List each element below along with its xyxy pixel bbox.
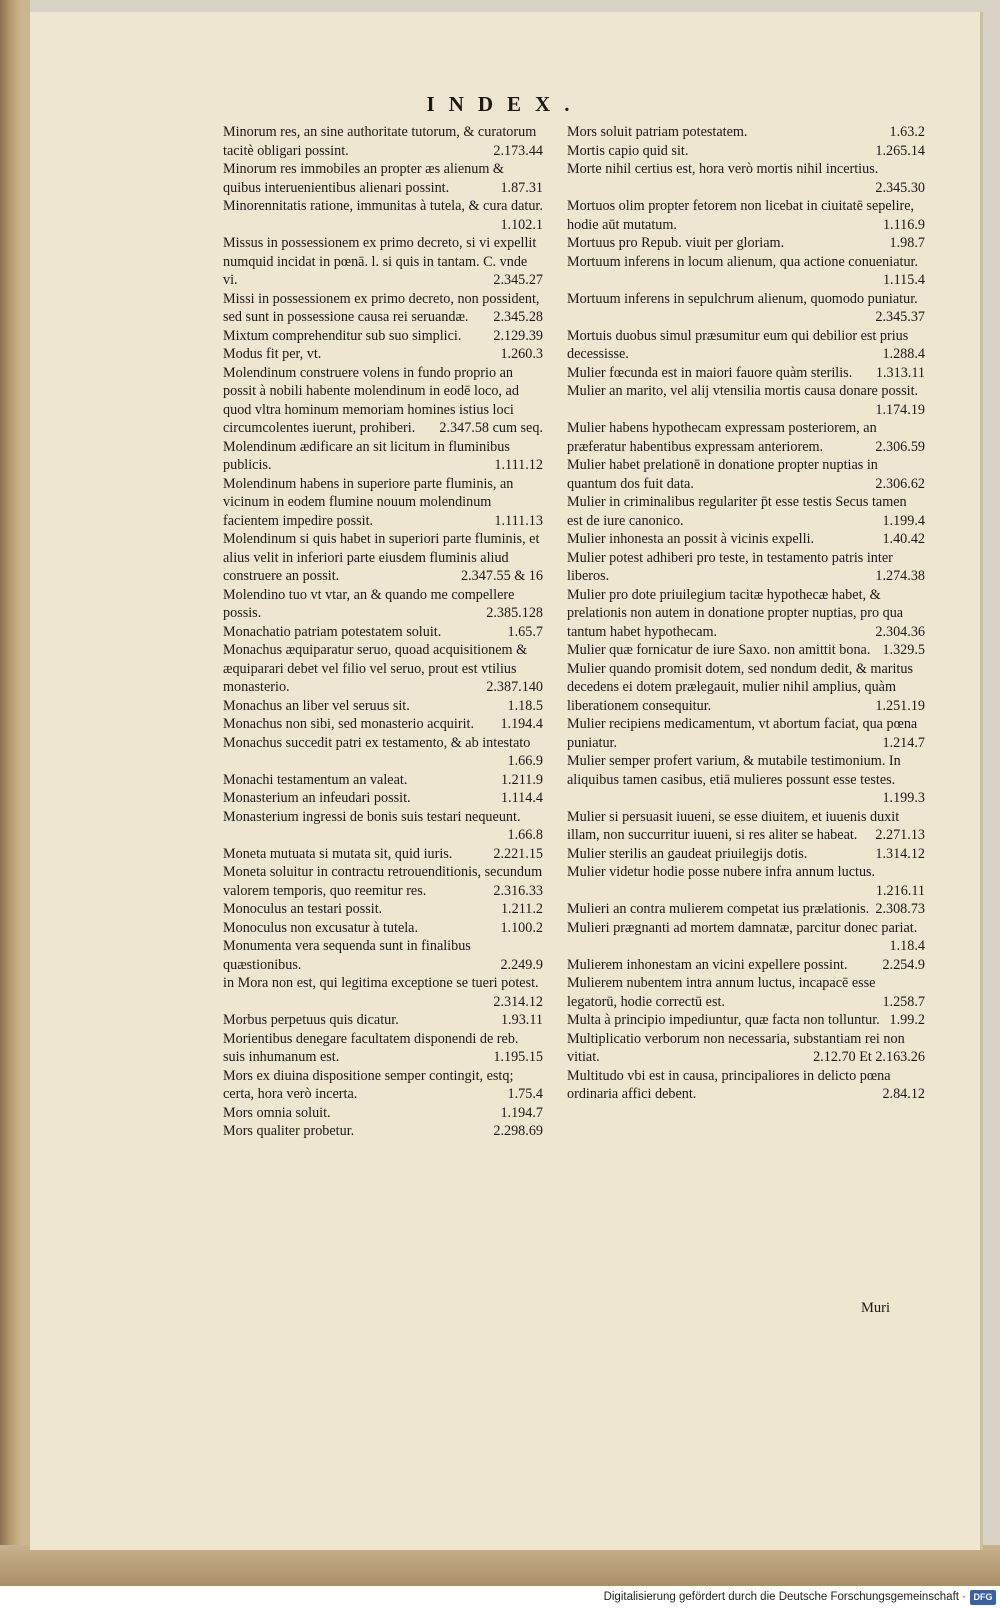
index-entry [567, 900, 925, 919]
index-entry-text: Mulier quæ fornicatur de iure Saxo. non amittit bona. [567, 642, 871, 658]
index-entry-text: Mulier habens hypothecam expressam posteriorem, an præferatur habentibus expressam anteriorem. [567, 420, 877, 455]
index-entry-reference: 1.93.11 [500, 1012, 543, 1028]
index-entry [567, 253, 925, 290]
index-entry-text: Modus fit per, vt. [223, 346, 322, 362]
index-entry-text: Monachus non sibi, sed monasterio acquirit. [223, 716, 474, 732]
footer-credit-text: Digitalisierung gefördert durch die Deutsche Forschungsgemeinschaft · [603, 1591, 966, 1603]
index-entry [223, 900, 543, 919]
index-entry [223, 863, 543, 900]
index-entry [567, 142, 925, 161]
index-entry-reference: 2.173.44 [493, 142, 543, 159]
index-entry-reference: 1.251.19 [875, 697, 925, 714]
index-entry [223, 641, 543, 697]
index-entry-text: Mulier an marito, vel alij vtensilia mortis causa donare possit. [567, 383, 919, 399]
index-entry [223, 734, 543, 771]
index-entry [223, 697, 543, 716]
index-entry-reference: 2.12.70 Et 2.163.26 [813, 1049, 925, 1065]
index-entry-reference: 1.18.5 [507, 697, 543, 714]
index-entry [223, 919, 543, 938]
index-entry-reference: 1.194.7 [500, 1104, 543, 1121]
index-entry [567, 586, 925, 642]
index-entry-text: Monasterium an infeudari possit. [223, 790, 411, 806]
index-entry-text: Monachus æquiparatur seruo, quoad acquisitionem & æquiparari debet vel filio vel seruo, prout est vtilius monasterio. [223, 642, 528, 695]
index-entry-reference: 1.194.4 [500, 716, 543, 732]
index-entry-text: Monachi testamentum an valeat. [223, 771, 408, 788]
index-entry-text: Mulier quando promisit dotem, sed nondum dedit, & maritus decedens ei dotem prælegauit, mulier nihil amplius, quàm liberationem consequitur. [567, 660, 913, 714]
index-entry-reference: 2.316.33 [493, 882, 543, 899]
index-entry-reference: 2.221.15 [493, 845, 543, 862]
dfg-logo: DFG [970, 1590, 996, 1605]
index-entry [567, 382, 925, 419]
index-entry-text: Morientibus denegare facultatem disponendi de reb. suis inhumanum est. [223, 1030, 519, 1065]
index-entry-reference: 1.66.9 [507, 753, 543, 769]
index-entry-reference: 1.100.2 [500, 919, 543, 936]
index-entry [567, 197, 925, 234]
index-entry [567, 919, 925, 956]
index-entry-reference: 2.345.27 [493, 272, 543, 288]
index-entry [567, 364, 925, 383]
index-entry-text: Monumenta vera sequenda sunt in finalibus quæstionibus. [223, 938, 471, 973]
index-entry-text: Mixtum comprehenditur sub suo simplici. [223, 327, 462, 344]
index-entry [567, 845, 925, 864]
catchword: Muri [861, 1300, 890, 1316]
index-entry-text: Mulier in criminalibus regulariter p̄t esse testis Secus tamen est de iure canonico. [567, 494, 907, 529]
index-entry-text: Molendinum ædificare an sit licitum in fluminibus publicis. [223, 438, 510, 473]
index-entry-reference: 1.111.12 [494, 457, 543, 473]
index-entry [567, 1067, 925, 1104]
page-header-title: INDEX. [426, 92, 584, 116]
index-entry-text: Molendinum si quis habet in superiori parte fluminis, et alius velit in inferiori parte eiusdem fluminis aliud construere an possit. [223, 531, 540, 584]
index-entry [567, 863, 925, 900]
index-entry [223, 1067, 543, 1104]
index-entry-text: Mulier fœcunda est in maiori fauore quàm sterilis. [567, 364, 853, 381]
index-entry-text: Moneta soluitur in contractu retrouenditionis, secundum valorem temporis, quo reemitur res. [223, 864, 543, 899]
index-entry-reference: 1.211.2 [500, 901, 543, 917]
index-entry [223, 808, 543, 845]
index-entry-text: Monachatio patriam potestatem soluit. [223, 623, 442, 640]
index-entry-reference: 2.249.9 [500, 956, 543, 973]
index-entry [223, 234, 543, 290]
index-entry [223, 364, 543, 438]
index-entry [223, 1104, 543, 1123]
index-entry-reference: 1.115.4 [882, 272, 925, 288]
index-entry-text: Monasterium ingressi de bonis suis testari nequeunt. [223, 808, 521, 825]
index-entry-reference: 1.116.9 [882, 216, 925, 233]
index-entry-text: Mulier sterilis an gaudeat priuilegijs dotis. [567, 845, 808, 862]
index-entry-text: Monachus an liber vel seruus sit. [223, 697, 410, 714]
index-entry-text: Missus in possessionem ex primo decreto, si vi expellit numquid incidat in pœnā. l. si quis in tantam. C. vnde vi. [223, 235, 537, 288]
book-bottom-edge [0, 1545, 1000, 1586]
index-entry-reference: 1.211.9 [500, 771, 543, 788]
index-entry-text: Mulier semper profert varium, & mutabile testimonium. In aliquibus tamen casibus, etiā mulieres possunt esse testes. [567, 753, 901, 788]
index-entry-reference: 2.304.36 [875, 623, 925, 640]
book-fore-edge [0, 0, 30, 1586]
index-entry-reference: 2.254.9 [882, 956, 925, 973]
book-page [30, 12, 983, 1550]
index-entry [223, 1122, 543, 1141]
index-entry-text: Mors qualiter probetur. [223, 1123, 355, 1139]
index-entry [567, 1030, 925, 1067]
index-entry [223, 197, 543, 234]
index-entry-reference: 2.345.37 [875, 309, 925, 325]
index-entry-reference: 1.274.38 [875, 568, 925, 584]
index-entry-text: Mulier inhonesta an possit à vicinis expelli. [567, 531, 815, 547]
index-entry [223, 327, 543, 346]
index-entry-text: Moneta mutuata si mutata sit, quid iuris. [223, 845, 453, 862]
index-entry-text: Mortis capio quid sit. [567, 142, 689, 159]
index-entry [567, 808, 925, 845]
index-entry [223, 974, 543, 1011]
index-entry [567, 493, 925, 530]
index-entry [223, 715, 543, 734]
footer-bar [0, 1586, 1000, 1610]
index-entry-reference: 1.314.12 [875, 845, 925, 862]
index-entry-reference: 2.306.59 [875, 438, 925, 455]
index-entry-text: Minorennitatis ratione, immunitas à tutela, & cura datur. [223, 198, 543, 214]
index-entry-text: Morbus perpetuus quis dicatur. [223, 1012, 399, 1028]
index-entry-reference: 2.385.128 [486, 605, 543, 621]
index-entry-text: Monachus succedit patri ex testamento, & ab intestato [223, 734, 531, 751]
index-entry-reference: 1.199.3 [882, 790, 925, 806]
index-entry [567, 123, 925, 142]
index-entry-reference: 1.214.7 [882, 734, 925, 751]
index-entry-reference: 2.345.30 [875, 179, 925, 196]
index-entry [223, 345, 543, 364]
index-entry [223, 771, 543, 790]
index-entry [567, 327, 925, 364]
index-entry-text: Morte nihil certius est, hora verò mortis nihil incertius. [567, 161, 879, 177]
index-column-left [223, 123, 543, 1141]
index-entry [567, 290, 925, 327]
index-entry-reference: 1.313.11 [875, 364, 925, 381]
index-entry [223, 290, 543, 327]
index-entry [567, 641, 925, 660]
index-entry-text: Monoculus non excusatur à tutela. [223, 919, 419, 936]
index-entry-reference: 1.40.42 [882, 531, 925, 547]
index-entry-reference: 1.102.1 [500, 216, 543, 233]
index-entry-text: Mors soluit patriam potestatem. [567, 124, 748, 140]
index-entry [567, 419, 925, 456]
index-entry-reference: 2.347.58 cum seq. [439, 420, 543, 436]
index-entry [223, 475, 543, 531]
index-entry-text: Mulierem inhonestam an vicini expellere possint. [567, 956, 848, 973]
index-entry-text: Molendino tuo vt vtar, an & quando me compellere possis. [223, 586, 515, 621]
index-entry-text: Multiplicatio verborum non necessaria, substantiam rei non vitiat. [567, 1030, 905, 1065]
index-entry-reference: 1.258.7 [882, 993, 925, 1010]
index-entry-reference: 2.347.55 & 16 [461, 568, 543, 584]
index-entry-reference: 2.306.62 [875, 475, 925, 492]
index-entry-text: Multa à principio impediuntur, quæ facta non tolluntur. [567, 1012, 880, 1028]
index-entry-text: Mulier videtur hodie posse nubere infra annum luctus. [567, 864, 876, 880]
index-entry [223, 160, 543, 197]
index-entry [567, 456, 925, 493]
index-entry-text: Mortuis duobus simul præsumitur eum qui debilior est prius decessisse. [567, 327, 909, 362]
index-entry [223, 530, 543, 586]
index-entry [567, 530, 925, 549]
index-entry-reference: 1.329.5 [882, 642, 925, 658]
index-entry [567, 160, 925, 197]
index-entry [223, 1011, 543, 1030]
index-entry [223, 438, 543, 475]
index-entry [223, 1030, 543, 1067]
index-entry-reference: 1.114.4 [500, 790, 543, 806]
index-entry-reference: 2.387.140 [486, 679, 543, 695]
index-entry-reference: 2.345.28 [493, 309, 543, 325]
index-entry-reference: 1.195.15 [493, 1049, 543, 1065]
index-entry-reference: 1.98.7 [889, 235, 925, 251]
index-entry-reference: 1.66.8 [507, 827, 543, 843]
index-entry [223, 623, 543, 642]
index-entry [567, 549, 925, 586]
index-entry-reference: 2.298.69 [493, 1123, 543, 1139]
index-entry-text: Mortuum inferens in sepulchrum alienum, quomodo puniatur. [567, 290, 918, 307]
index-entry-text: Multitudo vbi est in causa, principaliores in delicto pœna ordinaria affici debent. [567, 1067, 891, 1102]
index-entry-reference: 1.216.11 [875, 882, 925, 899]
index-entry-text: Mulier recipiens medicamentum, vt abortum faciat, qua pœna puniatur. [567, 716, 918, 751]
index-entry-reference: 2.308.73 [875, 901, 925, 917]
index-entry-text: Mulieri an contra mulierem competat ius prælationis. [567, 901, 870, 917]
index-column-right [567, 123, 925, 1104]
index-entry-text: Mulier potest adhiberi pro teste, in testamento patris inter liberos. [567, 549, 893, 584]
index-entry [567, 956, 925, 975]
index-entry [223, 789, 543, 808]
index-entry-reference: 2.314.12 [493, 993, 543, 1010]
index-entry-text: Minorum res, an sine authoritate tutorum, & curatorum tacitè obligari possint. [223, 124, 537, 159]
index-entry-text: Mors omnia soluit. [223, 1104, 331, 1121]
index-entry-text: Mulier si persuasit iuueni, se esse diuitem, et iuuenis duxit illam, non succurritur iuueni, si res aliter se habeat. [567, 808, 900, 843]
index-entry-reference: 1.65.7 [507, 623, 543, 640]
index-entry-text: Molendinum habens in superiore parte fluminis, an vicinum in eodem flumine nouum molendinum facientem impedire possit. [223, 475, 514, 529]
index-entry-reference: 2.129.39 [493, 327, 543, 344]
index-entry-reference: 1.75.4 [507, 1086, 543, 1102]
index-entry-reference: 1.111.13 [494, 512, 543, 529]
index-entry-reference: 1.18.4 [889, 938, 925, 954]
index-entry-reference: 2.84.12 [882, 1086, 925, 1102]
index-entry-text: Mors ex diuina dispositione semper contingit, estq; certa, hora verò incerta. [223, 1067, 514, 1102]
index-entry [223, 123, 543, 160]
index-entry [567, 752, 925, 808]
index-entry-text: Mulier pro dote priuilegium tacitæ hypothecæ habet, & prelationis non autem in donatione propter nuptias, pro qua tantum habet hypothecam. [567, 586, 904, 640]
index-entry [223, 937, 543, 974]
index-entry [567, 1011, 925, 1030]
index-entry-text: Mulierem nubentem intra annum luctus, incapacē esse legatorū, hodie correctū est. [567, 975, 876, 1010]
index-entry [567, 660, 925, 716]
index-entry-reference: 1.99.2 [889, 1012, 925, 1028]
index-entry-reference: 1.174.19 [875, 401, 925, 418]
index-entry [223, 845, 543, 864]
index-entry-text: Molendinum construere volens in fundo proprio an possit à nobili habente molendinum in eodē loco, ad quod vltra hominum memoriam homines istius loci circumcolentes iuerunt, prohiberi. [223, 364, 519, 436]
index-entry-text: Mortuos olim propter fetorem non licebat in ciuitatē sepelire, hodie aūt mutatum. [567, 198, 915, 233]
index-entry-reference: 1.199.4 [882, 512, 925, 529]
index-entry-reference: 1.260.3 [500, 346, 543, 362]
index-entry-text: Monoculus an testari possit. [223, 901, 383, 917]
index-entry-text: Mortuum inferens in locum alienum, qua actione conueniatur. [567, 253, 919, 270]
index-entry-text: Mortuus pro Repub. viuit per gloriam. [567, 235, 785, 251]
index-entry-reference: 1.63.2 [889, 124, 925, 140]
index-entry-text: in Mora non est, qui legitima exceptione se tueri potest. [223, 975, 539, 991]
index-entry [567, 974, 925, 1011]
index-entry-text: Mulieri prægnanti ad mortem damnatæ, parcitur donec pariat. [567, 919, 918, 936]
index-entry-reference: 2.271.13 [875, 827, 925, 843]
index-entry [223, 586, 543, 623]
index-entry-reference: 1.87.31 [500, 179, 543, 196]
index-entry-reference: 1.288.4 [882, 346, 925, 362]
index-entry-text: Minorum res immobiles an propter æs alienum & quibus interuenientibus alienari possint. [223, 161, 504, 196]
index-entry-text: Mulier habet prelationē in donatione propter nuptias in quantum dos fuit data. [567, 457, 878, 492]
index-entry [567, 234, 925, 253]
index-entry-reference: 1.265.14 [875, 142, 925, 159]
index-entry [567, 715, 925, 752]
index-entry-text: Missi in possessionem ex primo decreto, non possident, sed sunt in possessione causa rei seruandæ. [223, 290, 540, 325]
